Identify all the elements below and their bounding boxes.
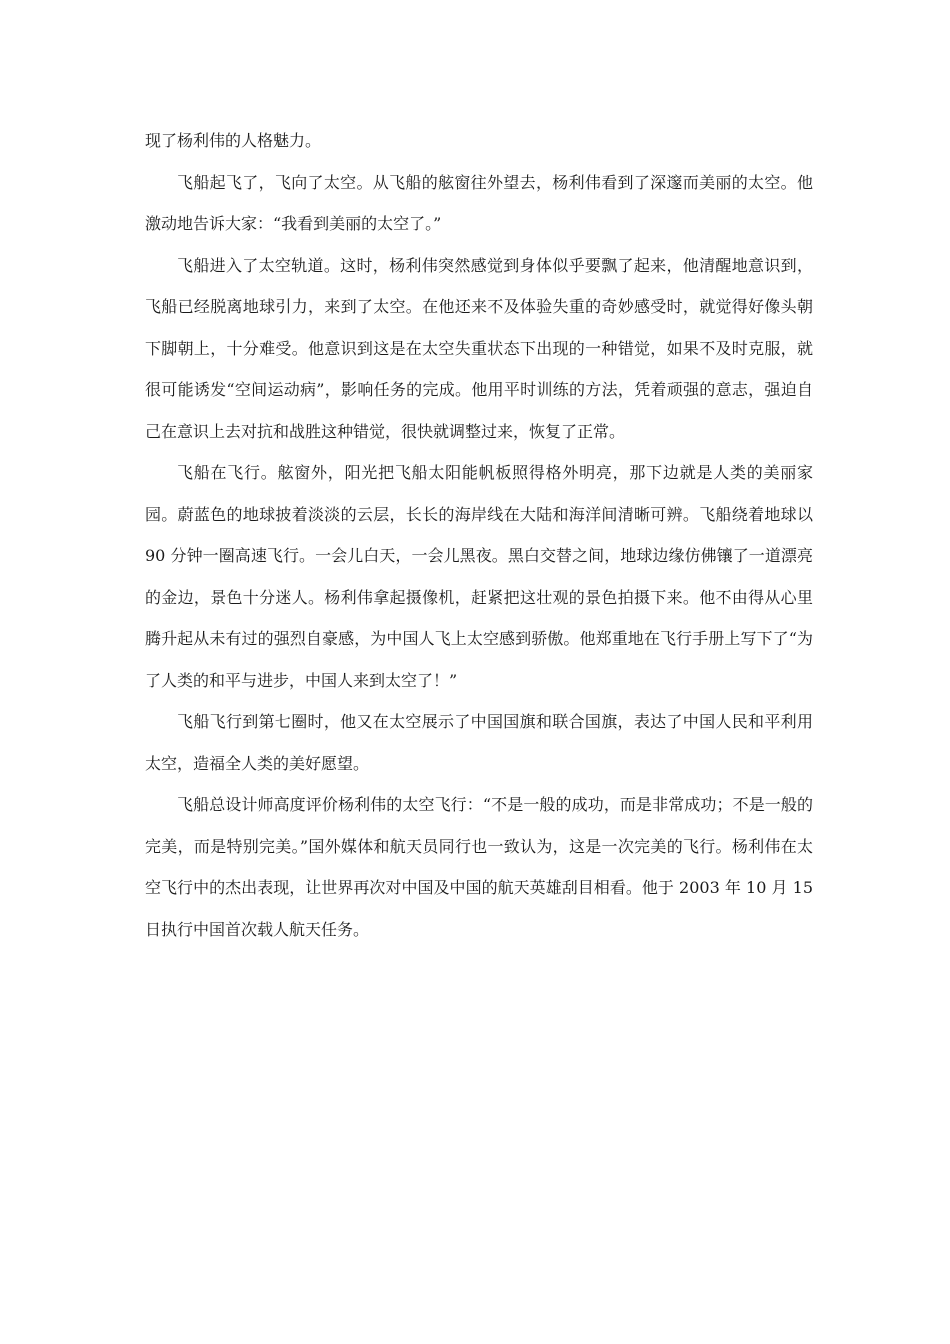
article-body (145, 120, 813, 950)
paragraph-earth-view: 飞船在飞行。舷窗外，阳光把飞船太阳能帆板照得格外明亮，那下边就是人类的美丽家园。蔚蓝色的地球披着淡淡的云层，长长的海岸线在大陆和海洋间清晰可辨。飞船绕着地球以 90 分钟一圈高速飞行。一会儿白天，一会儿黑夜。黑白交替之间，地球边缘仿佛镶了一道漂亮的金边，景色十分迷人。杨利伟拿起摄像机，赶紧把这壮观的景色拍摄下来。他不由得从心里腾升起从未有过的强烈自豪感，为中国人飞上太空感到骄傲。他郑重地在飞行手册上写下了“为了人类的和平与进步，中国人来到太空了！” (145, 463, 813, 690)
paragraph-flags: 飞船飞行到第七圈时，他又在太空展示了中国国旗和联合国旗，表达了中国人民和平利用太空，造福全人类的美好愿望。 (145, 712, 813, 773)
paragraph-liftoff: 飞船起飞了，飞向了太空。从飞船的舷窗往外望去，杨利伟看到了深邃而美丽的太空。他激动地告诉大家：“我看到美丽的太空了。” (145, 172, 813, 233)
paragraph-evaluation: 飞船总设计师高度评价杨利伟的太空飞行：“不是一般的成功，而是非常成功；不是一般的完美，而是特别完美。”国外媒体和航天员同行也一致认为，这是一次完美的飞行。杨利伟在太空飞行中的杰出表现，让世界再次对中国及中国的航天英雄刮目相看。他于 2003 年 10 月 15 日执行中国首次载人航天任务。 (145, 795, 813, 939)
paragraph-continuation: 现了杨利伟的人格魅力。 (145, 131, 322, 150)
paragraph-orbit: 飞船进入了太空轨道。这时，杨利伟突然感觉到身体似乎要飘了起来，他清醒地意识到，飞船已经脱离地球引力，来到了太空。在他还来不及体验失重的奇妙感受时，就觉得好像头朝下脚朝上，十分难受。他意识到这是在太空失重状态下出现的一种错觉，如果不及时克服，就很可能诱发“空间运动病”，影响任务的完成。他用平时训练的方法，凭着顽强的意志，强迫自己在意识上去对抗和战胜这种错觉，很快就调整过来，恢复了正常。 (145, 255, 813, 441)
